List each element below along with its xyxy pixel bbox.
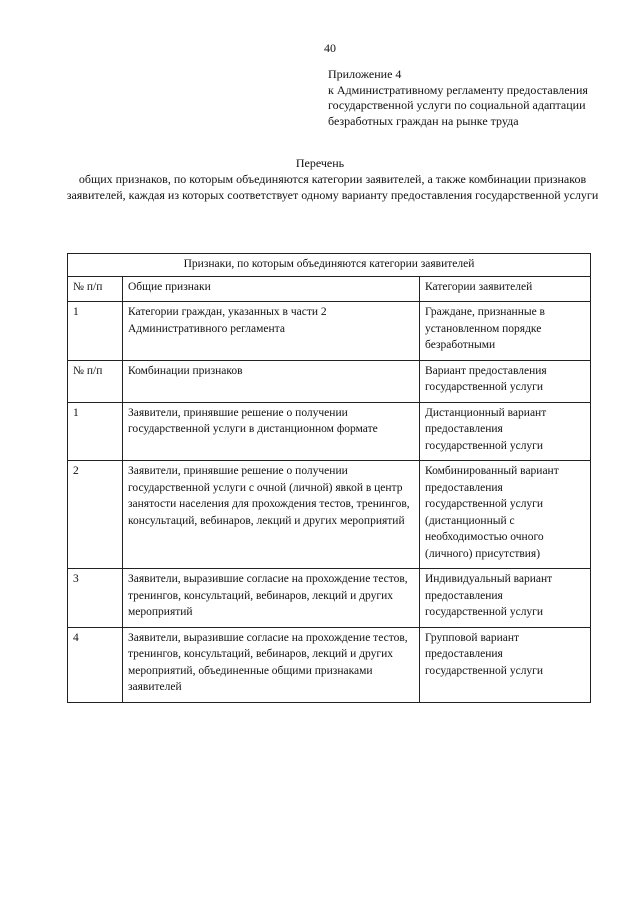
column-header-general-features: Общие признаки — [123, 276, 420, 302]
row-number: 1 — [68, 402, 123, 461]
row-number: 2 — [68, 461, 123, 569]
appendix-header — [328, 67, 628, 129]
row-combination: Заявители, выразившие согласие на прохождение тестов, тренингов, консультаций, вебинаров, лекций и других мероприятий — [123, 569, 420, 628]
row-variant: Комбинированный вариант предоставления государственной услуги (дистанционный с необходимостью очного (личного) присутствия) — [420, 461, 591, 569]
table-row — [68, 461, 591, 569]
appendix-line: Приложение 4 — [328, 67, 402, 81]
section2-column-headers — [68, 360, 591, 402]
row-combination: Заявители, выразившие согласие на прохождение тестов, тренингов, консультаций, вебинаров, лекций и других мероприятий, объединенные общими признаками заявителей — [123, 627, 420, 702]
table-row — [68, 569, 591, 628]
appendix-line: безработных граждан на рынке труда — [328, 113, 519, 128]
row-variant: Групповой вариант предоставления государственной услуги — [420, 627, 591, 702]
appendix-line: к Административному регламенту предоставления — [328, 82, 588, 97]
table-row — [68, 627, 591, 702]
row-variant: Дистанционный вариант предоставления государственной услуги — [420, 402, 591, 461]
page-number: 40 — [324, 41, 336, 55]
row-combination: Заявители, принявшие решение о получении государственной услуги в дистанционном формате — [123, 402, 420, 461]
section1-column-headers — [68, 276, 591, 302]
row-category: Граждане, признанные в установленном порядке безработными — [420, 302, 591, 361]
row-number: 4 — [68, 627, 123, 702]
column-header-applicant-categories: Категории заявителей — [420, 276, 591, 302]
criteria-table — [67, 253, 591, 703]
table-row — [68, 402, 591, 461]
column-header-number: № п/п — [68, 360, 123, 402]
column-header-number: № п/п — [68, 276, 123, 302]
row-combination: Заявители, принявшие решение о получении государственной услуги с очной (личной) явкой в центр занятости населения для прохождения тестов, тренингов, консультаций, вебинаров, лекций и других мероприятий — [123, 461, 420, 569]
document-title: Перечень — [295, 156, 345, 170]
row-number: 3 — [68, 569, 123, 628]
appendix-line: государственной услуги по социальной адаптации — [328, 98, 586, 112]
column-header-combinations: Комбинации признаков — [123, 360, 420, 402]
table-row — [68, 302, 591, 361]
row-variant: Индивидуальный вариант предоставления государственной услуги — [420, 569, 591, 628]
column-header-variant: Вариант предоставления государственной услуги — [420, 360, 591, 402]
table-header: Признаки, по которым объединяются категории заявителей — [68, 254, 591, 277]
table-header-row — [68, 254, 591, 277]
row-feature: Категории граждан, указанных в части 2 Административного регламента — [123, 302, 420, 361]
row-number: 1 — [68, 302, 123, 361]
document-subtitle: общих признаков, по которым объединяются категории заявителей, а также комбинации признаков заявителей, каждая из которых соответствует одному варианту предоставления государственной услуги — [66, 172, 599, 202]
